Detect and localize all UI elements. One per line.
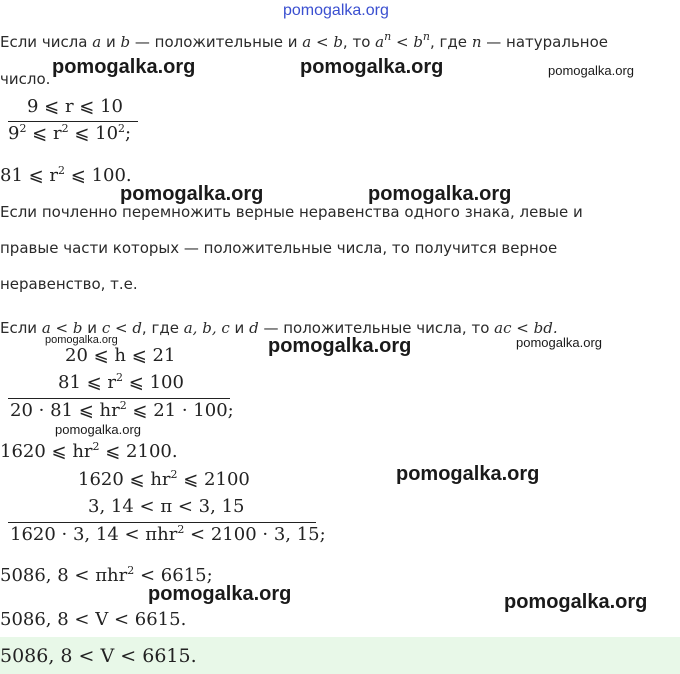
watermark: pomogalka.org — [120, 183, 264, 205]
paragraph-2-line-2: правые части которых — положительные числа, то получится верное — [0, 239, 558, 257]
text: и — [105, 33, 116, 51]
fraction-1-denominator: $9^2$ ⩽ $r^2$ ⩽ $10^2$; — [8, 122, 132, 144]
fraction-3-line-2: 3, 14 < π < 3, 15 — [88, 496, 245, 517]
text: Если числа — [0, 33, 88, 51]
answer: 5086, 8 < V < 6615. — [0, 645, 197, 667]
math-var-a: a — [92, 33, 102, 51]
watermark: pomogalka.org — [300, 56, 444, 78]
watermark: pomogalka.org — [396, 463, 540, 485]
fraction-1-numerator: 9 ⩽ r ⩽ 10 — [27, 96, 124, 117]
watermark: pomogalka.org — [148, 583, 292, 605]
text: — натуральное — [486, 33, 609, 51]
fraction-2-line-1: 20 ⩽ h ⩽ 21 — [65, 345, 176, 366]
watermark: pomogalka.org — [45, 334, 118, 346]
paragraph-1-line-1 — [0, 30, 609, 51]
math-a-lt-b: a < b — [302, 33, 343, 51]
watermark: pomogalka.org — [55, 422, 141, 437]
paragraph-3: Если a < b и c < d, где a, b, c и d — положительные числа, то ac < bd. — [0, 319, 558, 337]
text: , то — [342, 33, 371, 51]
fraction-3-result: 1620 · 3, 14 < πhr$^2$ < 2100 · 3, 15; — [10, 523, 326, 545]
paragraph-2-line-1: Если почленно перемножить верные неравенства одного знака, левые и — [0, 203, 583, 221]
math-an-lt-bn: $a^n < b^n$ — [375, 30, 431, 51]
text: , где — [430, 33, 468, 51]
result-1: 81 ⩽ $r^2$ ⩽ 100. — [0, 164, 132, 186]
paragraph-1-line-2: число. — [0, 70, 51, 88]
text: — положительные и — [134, 33, 298, 51]
watermark: pomogalka.org — [548, 63, 634, 78]
paragraph-2-line-3: неравенство, т.е. — [0, 275, 138, 293]
watermark: pomogalka.org — [504, 591, 648, 613]
watermark: pomogalka.org — [52, 56, 196, 78]
math-var-n: n — [471, 33, 482, 51]
watermark: pomogalka.org — [268, 335, 412, 357]
result-4: 5086, 8 < V < 6615. — [0, 609, 187, 630]
result-2: 1620 ⩽ $hr^2$ ⩽ 2100. — [0, 440, 178, 462]
fraction-2-line-2: 81 ⩽ $r^2$ ⩽ 100 — [58, 371, 184, 393]
site-title: pomogalka.org — [283, 2, 389, 19]
result-3: 5086, 8 < πhr$^2$ < 6615; — [0, 564, 213, 586]
fraction-3-bar — [8, 522, 316, 523]
watermark: pomogalka.org — [516, 335, 602, 350]
math-var-b: b — [120, 33, 131, 51]
fraction-3-line-1: 1620 ⩽ $hr^2$ ⩽ 2100 — [78, 468, 250, 490]
watermark: pomogalka.org — [368, 183, 512, 205]
fraction-2-result: 20 · 81 ⩽ $hr^2$ ⩽ 21 · 100; — [10, 399, 234, 421]
